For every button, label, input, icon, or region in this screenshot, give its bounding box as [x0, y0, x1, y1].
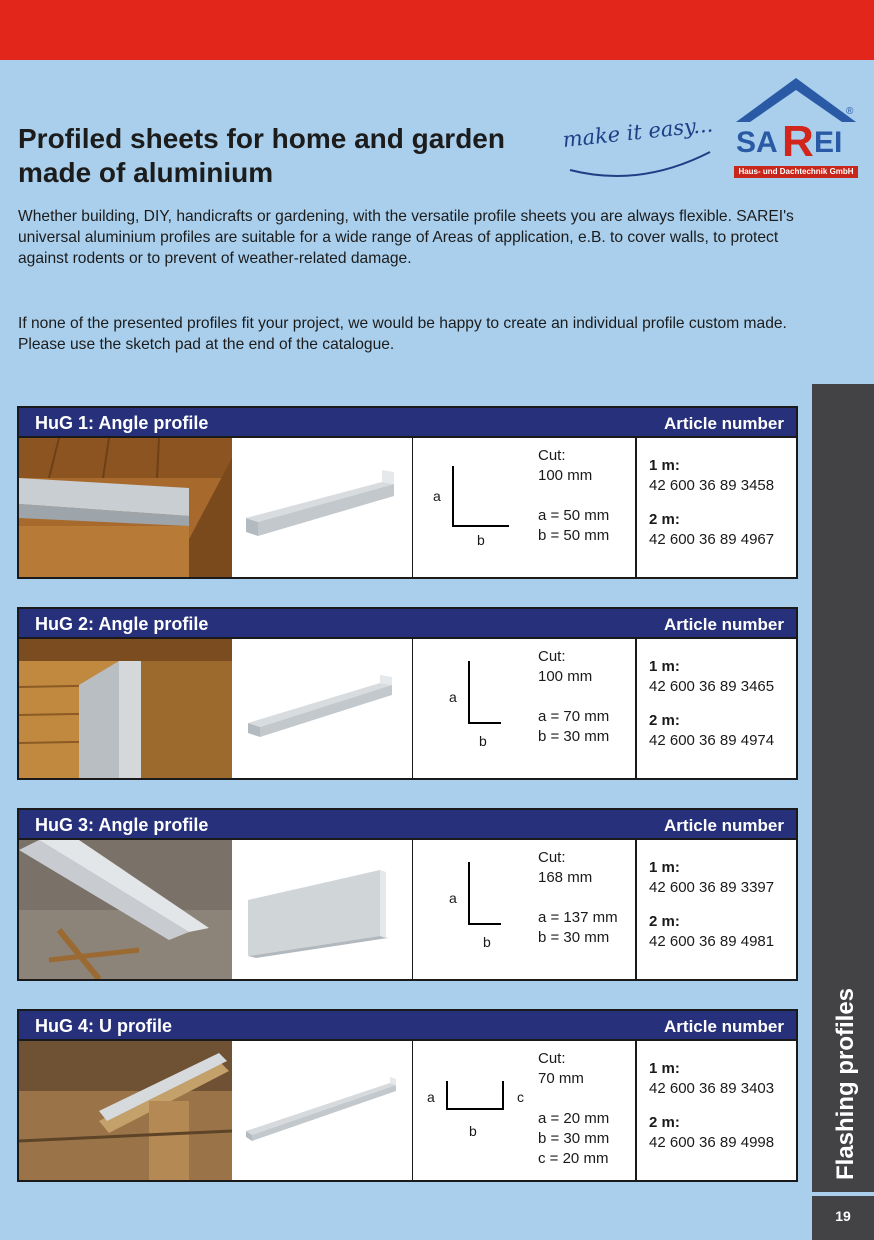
- dimensions: [538, 848, 618, 948]
- slogan-swoosh-icon: [560, 144, 720, 184]
- cut-label: Cut:: [538, 648, 566, 665]
- qty-2m: 2 m:: [649, 1114, 680, 1131]
- dimensions: [538, 446, 609, 546]
- profile-sketch: [413, 639, 637, 778]
- qty-1m: 1 m:: [649, 1060, 680, 1077]
- page-title: [18, 122, 578, 190]
- profile-render: [232, 438, 413, 577]
- article-number-header: Article number: [664, 1017, 784, 1036]
- sketch-letter-b: b: [477, 532, 485, 548]
- profile-sketch: [413, 840, 637, 979]
- sketch-letter-a: a: [449, 890, 457, 906]
- article-number: 42 600 36 89 3465: [649, 678, 775, 695]
- article-numbers: [649, 858, 774, 966]
- product-header: [19, 810, 796, 840]
- article-number: 42 600 36 89 3397: [649, 879, 775, 896]
- profile-sketch: [413, 438, 637, 577]
- product-title: HuG 2: Angle profile: [35, 614, 209, 634]
- product-hug-1: [17, 406, 798, 579]
- qty-2m: 2 m:: [649, 712, 680, 729]
- svg-text:SA: SA: [736, 126, 778, 159]
- product-title: HuG 1: Angle profile: [35, 413, 209, 433]
- application-photo: [19, 639, 232, 778]
- cut-value: 168 mm: [538, 869, 593, 886]
- sketch-letter-a: a: [433, 488, 441, 504]
- product-header: [19, 1011, 796, 1041]
- sketch-letter-b: b: [483, 934, 491, 950]
- dim-b: b = 30 mm: [538, 728, 610, 745]
- article-number: 42 600 36 89 4998: [649, 1134, 775, 1151]
- article-numbers: [649, 657, 774, 765]
- product-title: HuG 4: U profile: [35, 1016, 173, 1036]
- cut-label: Cut:: [538, 1050, 566, 1067]
- article-number-header: Article number: [664, 414, 784, 433]
- dim-c: c = 20 mm: [538, 1150, 609, 1167]
- dim-a: a = 70 mm: [538, 708, 610, 725]
- page-number: 19: [812, 1196, 874, 1240]
- product-hug-3: [17, 808, 798, 981]
- qty-1m: 1 m:: [649, 658, 680, 675]
- logo-subtitle: Haus- und Dachtechnik GmbH: [734, 166, 858, 178]
- title-line-1: Profiled sheets for home and garden: [18, 123, 505, 154]
- title-line-2: made of aluminium: [18, 157, 274, 188]
- cut-value: 100 mm: [538, 668, 593, 685]
- dim-b: b = 30 mm: [538, 1130, 610, 1147]
- section-label: [812, 384, 874, 1192]
- sketch-letter-c: c: [517, 1089, 524, 1105]
- application-photo: [19, 438, 232, 577]
- intro-paragraph-2: If none of the presented profiles fit your project, we would be happy to create an individual profile custom made. Please use the sketch pad at the end of the catalogue.: [18, 315, 787, 353]
- application-photo: [19, 1041, 232, 1180]
- article-number: 42 600 36 89 3403: [649, 1080, 775, 1097]
- svg-text:R: R: [782, 117, 814, 166]
- dim-a: a = 20 mm: [538, 1110, 610, 1127]
- qty-1m: 1 m:: [649, 859, 680, 876]
- sarei-logo: [732, 76, 860, 184]
- cut-label: Cut:: [538, 849, 566, 866]
- profile-sketch: [413, 1041, 637, 1180]
- article-number: 42 600 36 89 4967: [649, 531, 775, 548]
- application-photo: [19, 840, 232, 979]
- cut-value: 70 mm: [538, 1070, 584, 1087]
- product-header: [19, 408, 796, 438]
- product-header: [19, 609, 796, 639]
- sketch-letter-a: a: [427, 1089, 435, 1105]
- profile-render: [232, 639, 413, 778]
- article-number: 42 600 36 89 4974: [649, 732, 775, 749]
- sketch-letter-b: b: [469, 1123, 477, 1139]
- product-title: HuG 3: Angle profile: [35, 815, 209, 835]
- product-hug-4: [17, 1009, 798, 1182]
- dim-b: b = 50 mm: [538, 527, 610, 544]
- profile-render: [232, 840, 413, 979]
- top-red-bar: [0, 0, 874, 60]
- cut-value: 100 mm: [538, 467, 593, 484]
- svg-text:Flashing profiles: Flashing profiles: [832, 987, 859, 1180]
- article-number-header: Article number: [664, 816, 784, 835]
- article-number: 42 600 36 89 4981: [649, 933, 775, 950]
- qty-2m: 2 m:: [649, 511, 680, 528]
- svg-text:®: ®: [846, 106, 854, 117]
- qty-1m: 1 m:: [649, 457, 680, 474]
- dim-b: b = 30 mm: [538, 929, 610, 946]
- slogan: [560, 112, 730, 184]
- article-numbers: [649, 456, 774, 564]
- article-numbers: [649, 1059, 774, 1167]
- slogan-text: make it easy...: [561, 112, 715, 152]
- article-number-header: Article number: [664, 615, 784, 634]
- cut-label: Cut:: [538, 447, 566, 464]
- dim-a: a = 50 mm: [538, 507, 610, 524]
- dimensions: [538, 647, 609, 747]
- sketch-letter-b: b: [479, 733, 487, 749]
- svg-text:EI: EI: [814, 126, 843, 159]
- qty-2m: 2 m:: [649, 913, 680, 930]
- dim-a: a = 137 mm: [538, 909, 618, 926]
- intro-paragraph-1: Whether building, DIY, handicrafts or gardening, with the versatile profile sheets you are always flexible. SAREI's universal aluminium profiles are suitable for a wide range of Areas of application, e.B. to cover walls, to protect against rodents or to prevent of weather-related damage.: [18, 208, 794, 267]
- dimensions: [538, 1049, 609, 1169]
- article-number: 42 600 36 89 3458: [649, 477, 775, 494]
- profile-render: [232, 1041, 413, 1180]
- sketch-letter-a: a: [449, 689, 457, 705]
- logo-house-icon: [732, 76, 860, 168]
- product-hug-2: [17, 607, 798, 780]
- section-tab: [812, 384, 874, 1192]
